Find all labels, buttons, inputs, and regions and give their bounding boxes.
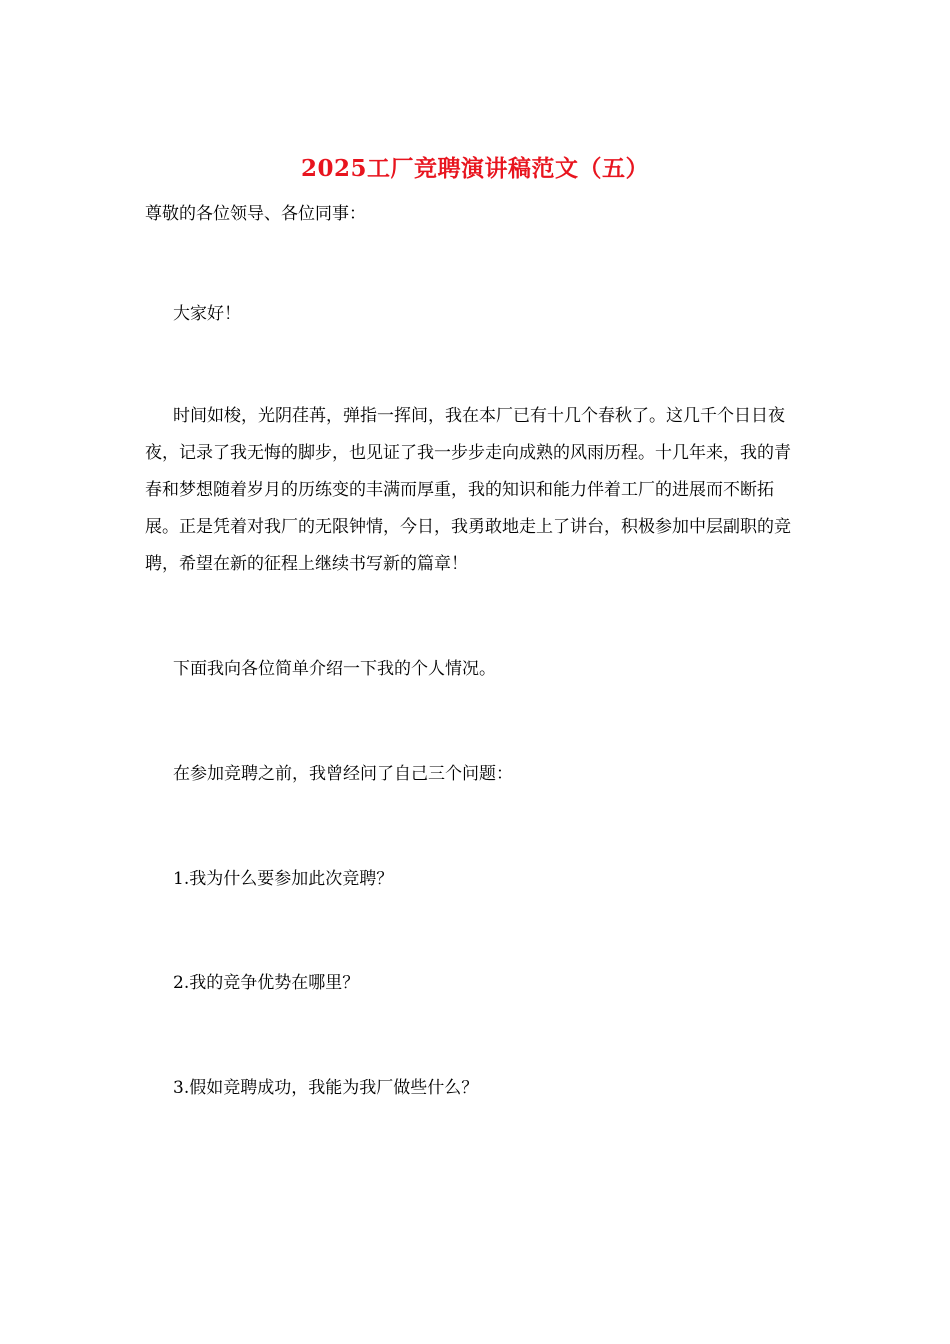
questions-lead-paragraph: 在参加竞聘之前，我曾经问了自己三个问题： (173, 764, 513, 784)
greeting-paragraph: 大家好！ (173, 304, 241, 324)
question-item-2: 2.我的竞争优势在哪里？ (173, 973, 360, 993)
self-intro-paragraph: 下面我向各位简单介绍一下我的个人情况。 (173, 659, 496, 679)
question-item-3: 3.假如竞聘成功，我能为我厂做些什么？ (173, 1078, 479, 1098)
salutation-paragraph: 尊敬的各位领导、各位同事： (145, 204, 366, 224)
question-item-1: 1.我为什么要参加此次竞聘？ (173, 869, 394, 889)
document-title: 2025工厂竞聘演讲稿范文（五） (300, 155, 649, 182)
intro-paragraph: 时间如梭，光阴荏苒，弹指一挥间，我在本厂已有十几个春秋了。这几千个日日夜夜，记录了我无悔的脚步，也见证了我一步步走向成熟的风雨历程。十几年来，我的青春和梦想随着岁月的历练变的丰满而厚重，我的知识和能力伴着工厂的进展而不断拓展。正是凭着对我厂的无限钟情，今日，我勇敢地走上了讲台，积极参加中层副职的竞聘，希望在新的征程上继续书写新的篇章！ (145, 406, 791, 574)
